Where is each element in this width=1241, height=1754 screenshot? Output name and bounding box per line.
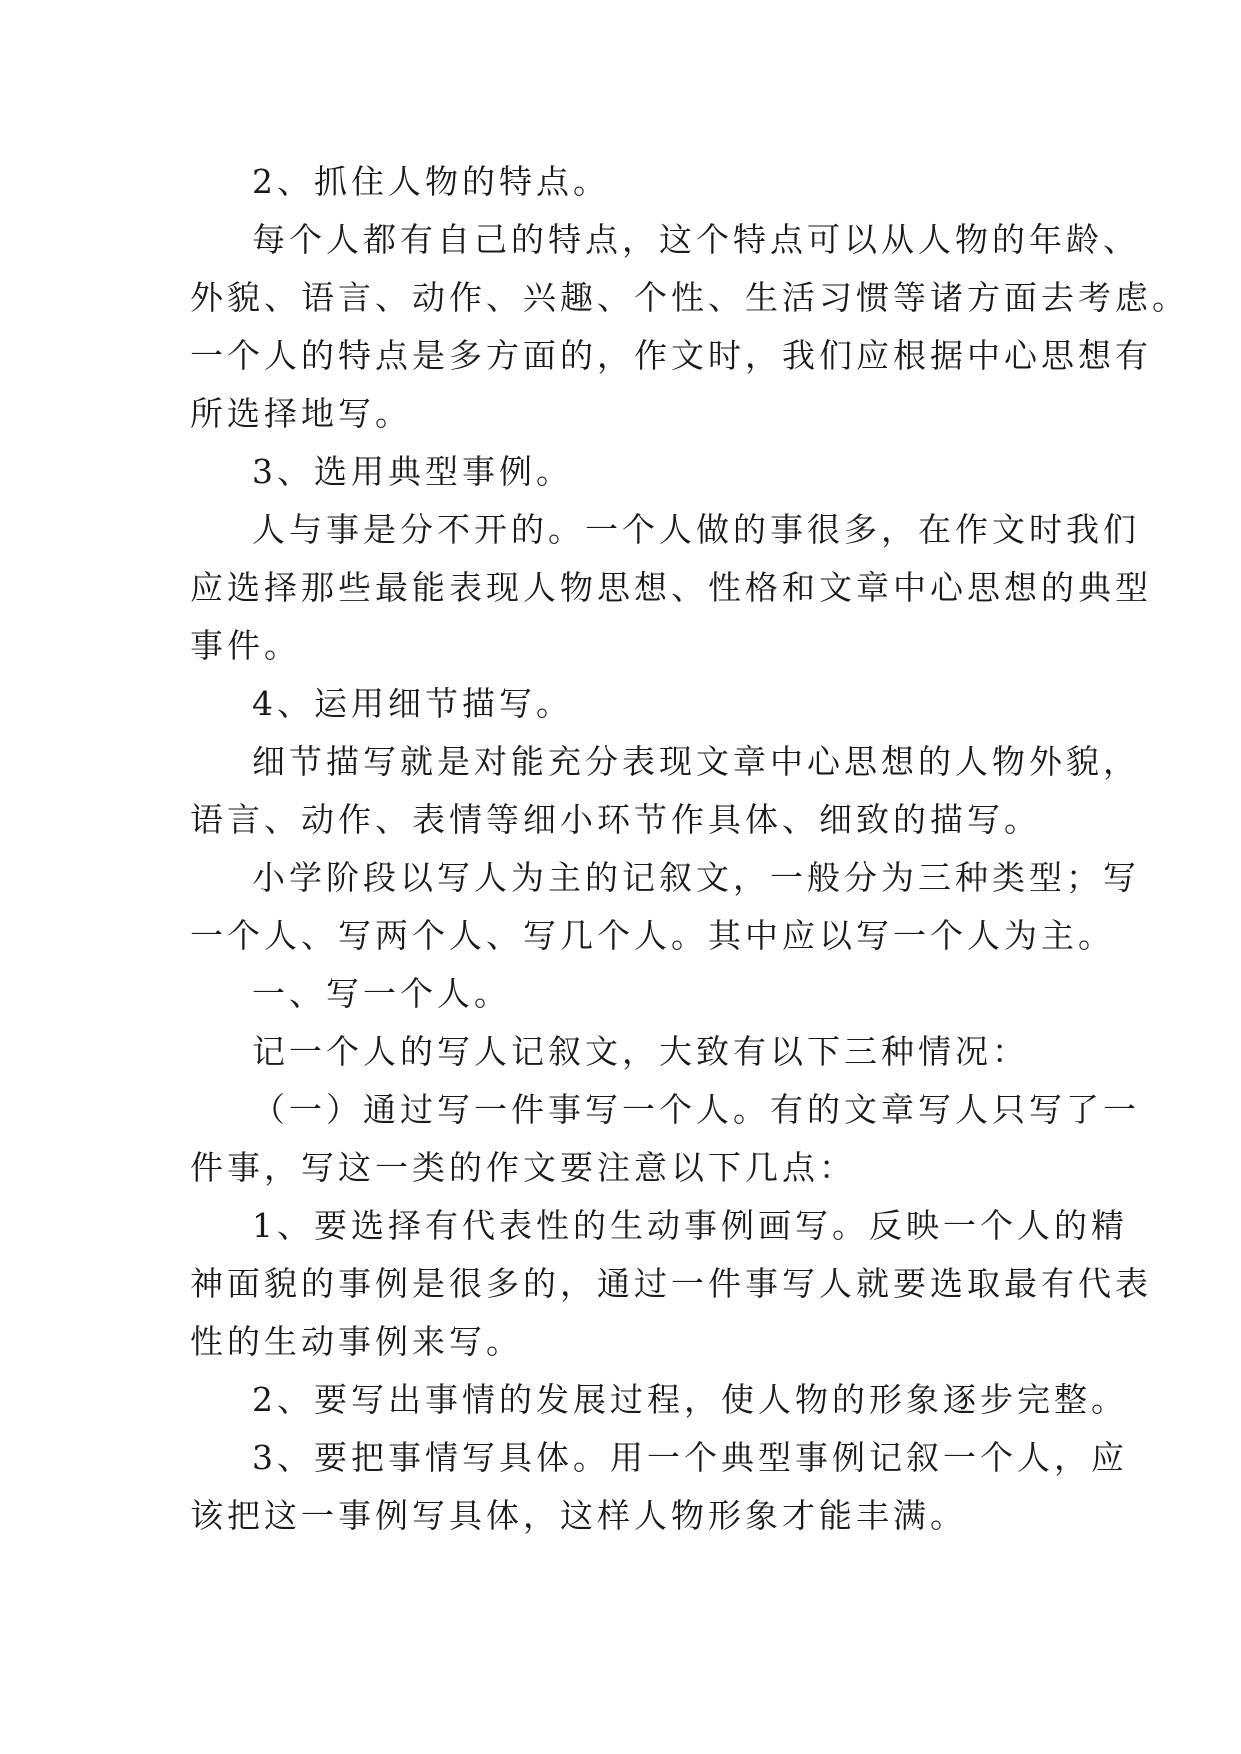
text-line: 一、写一个人。 (252, 974, 511, 1013)
text-line: 该把这一事例写具体，这样人物形象才能丰满。 (190, 1496, 967, 1535)
text-line: 语言、动作、表情等细小环节作具体、细致的描写。 (190, 800, 1041, 839)
text-line: （一）通过写一件事写一个人。有的文章写人只写了一 (252, 1090, 1140, 1129)
text-line: 3、要把事情写具体。用一个典型事例记叙一个人，应 (252, 1438, 1128, 1477)
text-line: 神面貌的事例是很多的，通过一件事写人就要选取最有代表 (190, 1264, 1152, 1303)
text-line: 一个人、写两个人、写几个人。其中应以写一个人为主。 (190, 916, 1115, 955)
text-line: 记一个人的写人记叙文，大致有以下三种情况： (252, 1032, 1029, 1071)
text-line: 所选择地写。 (190, 394, 412, 433)
text-line: 事件。 (190, 626, 301, 665)
text-line: 1、要选择有代表性的生动事例画写。反映一个人的精 (252, 1206, 1128, 1245)
text-line: 4、运用细节描写。 (252, 684, 573, 723)
text-line: 件事，写这一类的作文要注意以下几点： (190, 1148, 856, 1187)
text-line: 外貌、语言、动作、兴趣、个性、生活习惯等诸方面去考虑。 (190, 278, 1189, 317)
text-line: 小学阶段以写人为主的记叙文，一般分为三种类型；写 (252, 858, 1140, 897)
text-line: 每个人都有自己的特点，这个特点可以从人物的年龄、 (252, 220, 1140, 259)
text-line: 性的生动事例来写。 (190, 1322, 523, 1361)
text-line: 2、抓住人物的特点。 (252, 162, 610, 201)
text-line: 3、选用典型事例。 (252, 452, 573, 491)
text-line: 细节描写就是对能充分表现文章中心思想的人物外貌， (252, 742, 1140, 781)
text-line: 应选择那些最能表现人物思想、性格和文章中心思想的典型 (190, 568, 1152, 607)
text-line: 一个人的特点是多方面的，作文时，我们应根据中心思想有 (190, 336, 1152, 375)
text-line: 2、要写出事情的发展过程，使人物的形象逐步完整。 (252, 1380, 1128, 1419)
document-body (190, 153, 1189, 1545)
text-line: 人与事是分不开的。一个人做的事很多，在作文时我们 (252, 510, 1140, 549)
